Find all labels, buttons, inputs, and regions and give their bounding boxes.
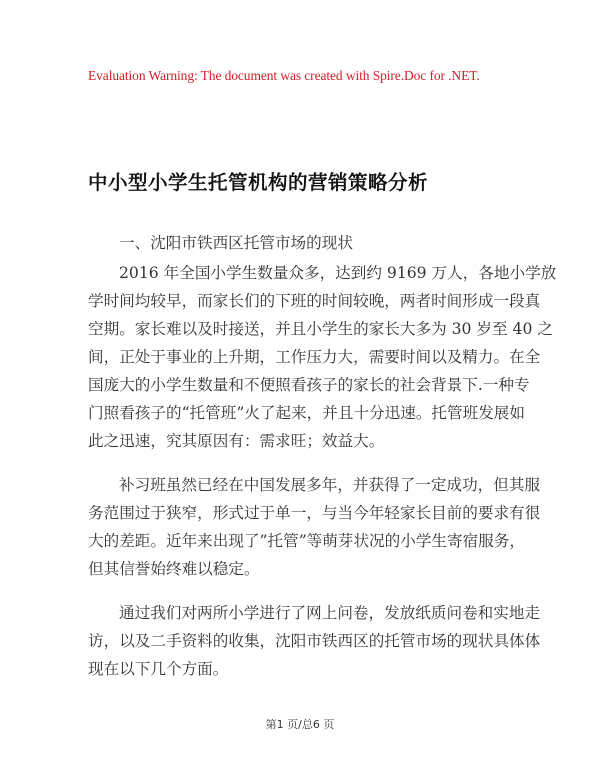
paragraph-line: 此之迅速，究其原因有：需求旺；效益大。 <box>88 432 385 450</box>
paragraph-line: 大的差距。近年来出现了”托管”等萌芽状况的小学生寄宿服务， <box>88 532 525 550</box>
evaluation-warning: Evaluation Warning: The document was created with Spire.Doc for .NET. <box>88 68 480 83</box>
paragraph-1 <box>88 259 557 455</box>
paragraph-line: 通过我们对两所小学进行了网上问卷，发放纸质问卷和实地走 <box>119 604 541 622</box>
paragraph-line: 访，以及二手资料的收集，沈阳市铁西区的托管市场的现状具体体 <box>88 632 541 650</box>
section-heading <box>88 229 511 257</box>
paragraph-line: 务范围过于狭窄，形式过于单一，与当今年轻家长目前的要求有很 <box>88 504 541 522</box>
document-body <box>88 229 557 683</box>
paragraph-line: 国庞大的小学生数量和不便照看孩子的家长的社会背景下.一种专 <box>88 376 530 394</box>
paragraph-line: 现在以下几个方面。 <box>88 660 229 678</box>
paragraph-3 <box>88 599 541 683</box>
page-number-footer: 第1 页/总6 页 <box>265 718 335 731</box>
paragraph-line: 学时间均较早，而家长们的下班的时间较晚，两者时间形成一段真 <box>88 292 541 310</box>
paragraph-line: 空期。家长难以及时接送，并且小学生的家长大多为 30 岁至 40 之 <box>88 320 553 338</box>
paragraph-2 <box>88 471 541 583</box>
paragraph-line: 间，正处于事业的上升期，工作压力大，需要时间以及精力。在全 <box>88 348 541 366</box>
document-title: 中小型小学生托管机构的营销策略分析 <box>88 171 429 194</box>
section-heading-text: 一、沈阳市铁西区托管市场的现状 <box>119 234 353 252</box>
paragraph-line: 补习班虽然已经在中国发展多年，并获得了一定成功，但其服 <box>119 476 541 494</box>
paragraph-line: 但其信誉始终难以稳定。 <box>88 560 260 578</box>
paragraph-line: 门照看孩子的“托管班”火了起来，并且十分迅速。托管班发展如 <box>88 404 525 422</box>
paragraph-line: 2016 年全国小学生数量众多，达到约 9169 万人，各地小学放 <box>119 264 557 282</box>
